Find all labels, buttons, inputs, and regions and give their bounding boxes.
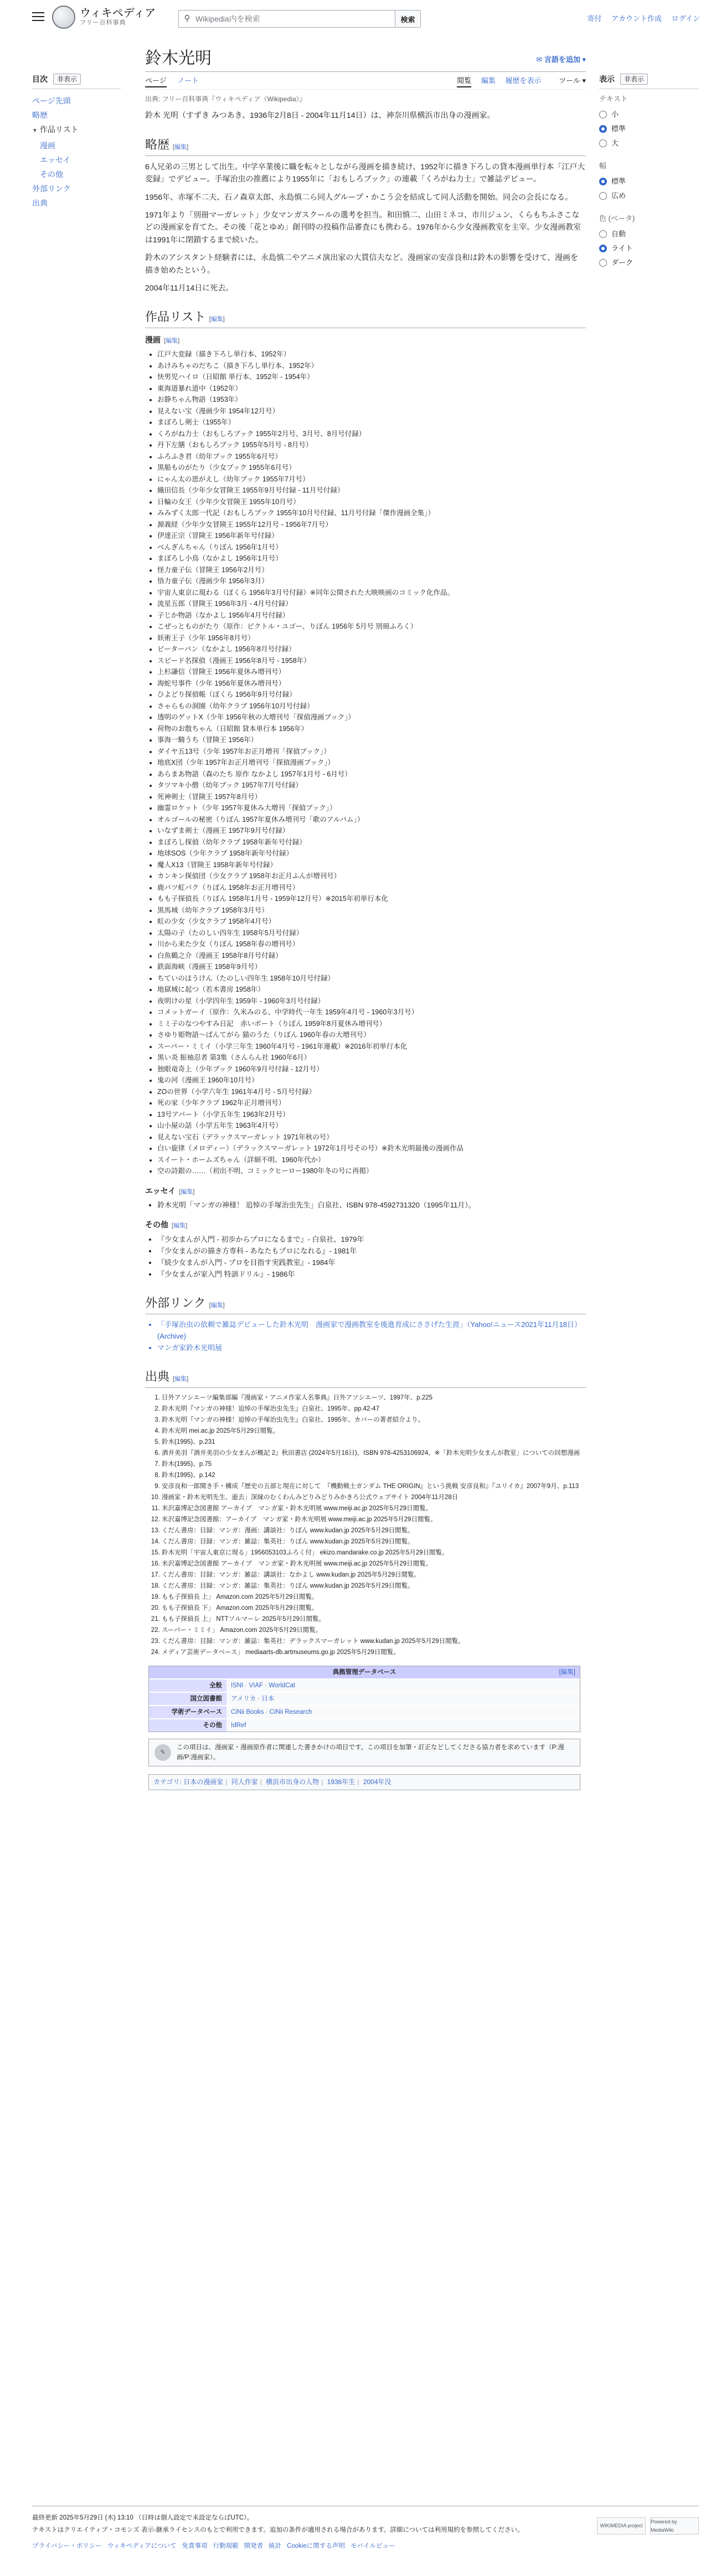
other-work-item: • 『少女まんが家入門 特訓ドリル』- 1986年	[157, 1268, 586, 1280]
page-title: 鈴木光明	[145, 49, 212, 68]
search-input[interactable]	[195, 11, 395, 27]
manga-work-item: • 怪力童子伝（冒険王 1956年2月号）	[157, 564, 586, 576]
page-footer	[32, 2506, 699, 2551]
logo-title: ウィキペディア	[80, 7, 156, 20]
manga-work-item: • スピード名探偵（漫画王 1956年8月号 - 1958年）	[157, 655, 586, 667]
manga-list	[145, 349, 586, 1177]
external-links-list	[145, 1319, 586, 1354]
authority-key: 全般	[149, 1679, 226, 1692]
manga-work-item: • 山小屋の話（小学五年生 1963年4月号）	[157, 1120, 586, 1132]
manga-work-item: • にゃん太の恩がえし（幼年ブック 1955年7月号）	[157, 474, 586, 485]
category-label[interactable]: カテゴリ:	[153, 1778, 182, 1786]
text-size-large[interactable]: 大	[599, 136, 699, 151]
essay-list	[145, 1199, 586, 1211]
tab-tools[interactable]: ツール ▾	[559, 76, 586, 85]
bio-paragraph-4: 鈴木のアシスタント経験者には、永島慎二やアニメ演出家の大貫信夫など。漫画家の安彦良和は鈴木の影響を受けて、漫画を描き始めたという。	[145, 253, 579, 274]
text-size-standard[interactable]: 標準	[599, 122, 699, 136]
manga-work-item: • 白い旋律（メロディー）（デラックスマーガレット 1972年1月号その号）※鈴木光明最後の漫画作品	[157, 1143, 586, 1154]
reference-item: 5. 鈴木(1995)、p.231	[162, 1437, 586, 1448]
toc-item-top[interactable]: ページ先頭	[32, 96, 71, 106]
category-link[interactable]: 横浜市出身の人物	[266, 1778, 320, 1786]
manga-work-item: • 伊達正宗（冒険王 1956年新年号付録）	[157, 530, 586, 542]
text-size-label: テキスト	[599, 95, 628, 103]
manga-work-item: • 空の詩銀の……（初出不明、コミックヒーロー1980年冬の号に再掲）	[157, 1165, 586, 1177]
manga-work-item: • スイート・ホームズちゃん（詳細不明、1960年代か）	[157, 1154, 586, 1166]
manga-work-item: • まぼろし探偵（幼年クラブ 1958年新年号付録）	[157, 837, 586, 848]
manga-work-item: • 流星五郎（冒険王 1956年3月 - 4月号付録）	[157, 598, 586, 610]
bio-paragraph-1: 6人兄弟の三男として出生。中学卒業後に職を転々としながら漫画を描き続け、1952年に描き下ろしの貸本漫画単行本「江戸大変録」でデビュー。手塚治虫の推薦により1955年に「おもしろブック」の連載「くろがね力士」で雑誌デビュー。	[145, 162, 585, 184]
reference-item: 13. くだん書房：目録：マンガ：漫画：講談社：りぼん www.kudan.jp 2025年5月29日閲覧。	[162, 1525, 586, 1536]
manga-work-item: • ダイヤ五13号（少年 1957年お正月増刊「探偵ブック」）	[157, 746, 586, 758]
footer-link[interactable]: モバイルビュー	[350, 2542, 395, 2549]
reference-item: 23. くだん書房：目録：マンガ：雑誌：集英社：デラックスマーガレット www.kudan.jp 2025年5月29日閲覧。	[162, 1636, 586, 1647]
reference-item: 11. 米沢嘉博記念図書館 アーカイブ マンガ家・鈴木光明展 www.meiji.ac.jp 2025年5月29日閲覧。	[162, 1503, 586, 1514]
site-logo[interactable]	[52, 6, 156, 29]
footer-link[interactable]: Cookieに関する声明	[287, 2542, 345, 2549]
stub-text: この項目は、漫画家・漫画原作者に関連した書きかけの項目です。この項目を加筆・訂正などしてくださる協力者を求めています（P:漫画/P:漫画家）。	[177, 1744, 564, 1761]
manga-work-item: • 上杉謙信（冒険王 1956年夏休み増刊号）	[157, 666, 586, 678]
external-link-item: • 「手塚治虫の依頼で雑誌デビューした鈴木光明 漫画家で漫画教室を後進育成にささげた生涯」（Yahoo!ニュース2021年11月18日）(Archive)	[157, 1319, 586, 1342]
reference-item: 8. 鈴木(1995)、p.142	[162, 1470, 586, 1481]
manga-work-item: • 悟力童子伝（漫画少年 1956年3月）	[157, 576, 586, 587]
other-list	[145, 1233, 586, 1280]
footer-link[interactable]: 行動規範	[213, 2542, 239, 2549]
mediawiki-badge[interactable]: Powered by MediaWiki	[650, 2517, 699, 2534]
user-links	[580, 13, 700, 25]
authority-value[interactable]: ISNI · VIAF · WorldCat	[226, 1679, 580, 1692]
width-standard[interactable]: 標準	[599, 174, 699, 189]
manga-work-item: • 虹の少女（少女クラブ 1958年4月号）	[157, 916, 586, 927]
tab-read[interactable]: 閲覧	[457, 76, 471, 87]
search-box	[178, 10, 421, 28]
manga-work-item: • あらまあ物語（森のたち 原作 なかよし 1957年1月号 - 6月号）	[157, 769, 586, 780]
table-of-contents	[32, 73, 121, 210]
main-content	[145, 48, 586, 1790]
manga-work-item: • 透明のゲットX（少年 1956年秋の大増刊号「探偵漫画ブック」）	[157, 712, 586, 723]
footer-link[interactable]: ウィキペディアについて	[107, 2542, 177, 2549]
reference-item: 16. 米沢嘉博記念図書館 アーカイブ マンガ家・鈴木光明展 www.meiji.ac.jp 2025年5月29日閲覧。	[162, 1558, 586, 1569]
manga-work-item: • 川から来た少女（りぼん 1958年春の増刊号）	[157, 939, 586, 950]
manga-work-item: • さゆり姫物語～ぱんてがら 猫のうた（りぼん 1960年春の大増刊号）	[157, 1029, 586, 1041]
manga-work-item: • 黒船ものがたり（少女ブック 1955年6月号）	[157, 462, 586, 474]
authority-value[interactable]: CiNii Books · CiNii Research	[226, 1706, 580, 1719]
category-link[interactable]: 同人作家	[231, 1778, 258, 1786]
manga-work-item: • いなずま剣士（漫画王 1957年9月号付録）	[157, 825, 586, 837]
tab-talk[interactable]: ノート	[177, 76, 199, 85]
toc-item-bio[interactable]: 略歴	[32, 111, 48, 120]
manga-work-item: • 夜明けの星（小学四年生 1959年 - 1960年3月号付録）	[157, 996, 586, 1007]
text-size-small[interactable]: 小	[599, 107, 699, 122]
manga-work-item: • 黒い炎 振袖忍者 第3集（さんらん社 1960年6月）	[157, 1052, 586, 1064]
manga-work-item: • ZOの世界（小学六年生 1961年4月号 - 5月号付録）	[157, 1086, 586, 1098]
manga-work-item: • 魔人X13（冒険王 1958年新年号付録）	[157, 859, 586, 871]
references-list	[145, 1392, 586, 1658]
manga-work-item: • 荷物のお散ちゃん（日昭館 貸本単行本 1956年）	[157, 723, 586, 735]
reference-item: 6. 酒井美羽『酒井美羽の少女まんが概記 2』秋田書店 (2024年5月16日)、ISBN 978-4253106924。※「鈴木光明少女まんが教室」についての回想漫画	[162, 1448, 586, 1459]
manga-work-item: • 太陽の子（たのしい四年生 1958年5月号付録）	[157, 927, 586, 939]
reference-item: 2. 鈴木光明『マンガの神様！追悼の手塚治虫先生』白泉社、1995年、pp.42-47	[162, 1403, 586, 1414]
site-header	[0, 0, 711, 39]
authority-edit-link[interactable]: [編集]	[559, 1669, 575, 1676]
essay-item: • 鈴木光明「マンガの神様！ 追悼の手塚治虫先生」白泉社、ISBN 978-4592731320（1995年11月）。	[157, 1199, 586, 1211]
login-link[interactable]: ログイン	[671, 14, 700, 23]
other-work-item: • 『少女まんが入門 - 初歩からプロになるまで』- 白泉社、1979年	[157, 1233, 586, 1245]
reference-item: 22. スーパー・ミミイ」 Amazon.com 2025年5月29日閲覧。	[162, 1625, 586, 1636]
manga-work-item: • 幽霊ロケット（少年 1957年夏休み大増刊「探偵ブック」）	[157, 802, 586, 814]
reference-item: 20. もも子探偵長 下」 Amazon.com 2025年5月29日閲覧。	[162, 1603, 586, 1614]
manga-work-item: • ちていのほうけん（たのしい四年生 1958年10月号付録）	[157, 973, 586, 984]
manga-work-item: • 快男児ハイロ（日昭館 単行本、1952年 - 1954年）	[157, 371, 586, 383]
manga-work-item: • 見えない宝石（デラックスマーガレット 1971年秋の号）	[157, 1132, 586, 1143]
manga-work-item: • もも子探偵長（りぼん 1958年1月号 - 1959年12月号）※2015年初単行本化	[157, 893, 586, 905]
toc-item-other[interactable]: その他	[40, 170, 63, 179]
tab-edit[interactable]: 編集	[481, 76, 496, 85]
toc-item-manga[interactable]: 漫画	[40, 141, 55, 151]
toc-toggle-icon[interactable]: ▼	[32, 128, 38, 134]
manga-work-item: • 源義経（少年少女冒険王 1955年12月号 - 1956年7月号）	[157, 519, 586, 531]
appearance-hide-button[interactable]: 非表示	[620, 74, 648, 85]
manga-work-item: • 死の家（少年クラブ 1962年正月増刊号）	[157, 1097, 586, 1109]
manga-work-item: • 見えない宝（漫画少年 1954年12月号）	[157, 406, 586, 417]
category-link[interactable]: 日本の漫画家	[183, 1778, 224, 1786]
manga-work-item: • 死神剣士（冒険王 1957年8月号）	[157, 791, 586, 803]
footer-link[interactable]: 統計	[269, 2542, 282, 2549]
footer-link[interactable]: 開発者	[244, 2542, 264, 2549]
manga-work-item: • 東海道暴れ道中（1952年）	[157, 383, 586, 395]
reference-item: 3. 鈴木光明『マンガの神様！追悼の手塚治虫先生』白泉社、1995年、カバーの著者紹介より。	[162, 1414, 586, 1426]
external-link-item: • マンガ家鈴木光明展	[157, 1342, 586, 1354]
manga-work-item: • 海蛇号事件（少年 1956年夏休み増刊号）	[157, 678, 586, 690]
manga-work-item: • 子じか物語（なかよし 1956年4月号付録）	[157, 610, 586, 621]
tab-history[interactable]: 履歴を表示	[505, 76, 542, 85]
other-heading: その他 [編集]	[145, 1220, 188, 1230]
category-link[interactable]: 1936年生	[327, 1778, 356, 1786]
manga-work-item: • ピーターパン（なかよし 1956年8月号付録）	[157, 644, 586, 655]
appearance-panel	[599, 73, 699, 280]
manga-work-item: • べんぎんちゃん（りぼん 1956年1月号）	[157, 542, 586, 553]
reference-item: 15. 鈴木光明「宇宙人東京に現る」1956053103ふろく付」 ekizo.mandarake.co.jp 2025年5月29日閲覧。	[162, 1547, 586, 1558]
donate-link[interactable]: 寄付	[587, 14, 602, 23]
footer-link[interactable]: 免責事項	[182, 2542, 208, 2549]
search-icon: ⚲	[184, 14, 190, 23]
toc-item-external[interactable]: 外部リンク	[32, 184, 71, 194]
reference-item: 9. 安彦良和一郎聞き手・構成『歴史の五部と現在に対して 『機動戦士ガンダム THE ORIGIN』という挑戦 安彦良和』『ユリイカ』2007年9月、p.113	[162, 1481, 586, 1492]
toc-item-refs[interactable]: 出典	[32, 199, 48, 208]
authority-title: 典拠管理データベース	[332, 1669, 396, 1676]
manga-work-item: • あけみちゃのだちこ（描き下ろし単行本、1952年）	[157, 360, 586, 372]
essay-heading: エッセイ [編集]	[145, 1186, 195, 1195]
bio-paragraph-5: 2004年11月14日に死去。	[145, 283, 234, 292]
reference-item: 14. くだん書房：目録：マンガ：雑誌：集英社：りぼん www.kudan.jp 2025年5月29日閲覧。	[162, 1536, 586, 1547]
page-tabs	[145, 75, 586, 90]
other-work-item: • 『続少女まんが入門 - プロを目指す実践教室』- 1984年	[157, 1257, 586, 1268]
width-label: 幅	[599, 162, 607, 170]
tab-page[interactable]: ページ	[145, 76, 167, 87]
works-heading: 作品リスト [編集]	[145, 307, 586, 328]
manga-work-item: • 地底X団（少年 1957年お正月増刊号「探偵漫画ブック」）	[157, 757, 586, 769]
manga-work-item: • スーパー・ミミイ（小学三年生 1960年4月号 - 1961年連載）※2016年初単行本化	[157, 1041, 586, 1053]
language-button[interactable]: ✉ 言語を追加 ▾	[536, 55, 586, 64]
category-link[interactable]: 2004年没	[363, 1778, 391, 1786]
color-light[interactable]: ライト	[599, 241, 699, 256]
reference-item: 7. 鈴木(1995)、p.75	[162, 1459, 586, 1470]
toc-hide-button[interactable]: 非表示	[53, 74, 81, 85]
reference-item: 19. もも子探偵長 上」 Amazon.com 2025年5月29日閲覧。	[162, 1592, 586, 1603]
authority-value[interactable]: IdRef	[226, 1719, 580, 1732]
manga-work-item: • オルゴールの秘密（りぼん 1957年夏休み増刊号「歌のアルバム」）	[157, 814, 586, 826]
manga-work-item: • 鬼の河（漫画王 1960年10月号）	[157, 1075, 586, 1086]
search-button[interactable]: 検索	[395, 11, 420, 27]
authority-control	[148, 1666, 580, 1732]
manga-work-item: • 黒馬城（幼年クラブ 1958年3月号）	[157, 905, 586, 916]
manga-work-item: • 鉄面海峡（漫画王 1958年9月号）	[157, 961, 586, 973]
manga-work-item: • まぼろし小鳥（なかよし 1956年1月号）	[157, 553, 586, 564]
wikimedia-badge[interactable]: WIKIMEDIA project	[597, 2517, 646, 2534]
main-menu-icon[interactable]	[32, 12, 44, 21]
toc-item-essay[interactable]: エッセイ	[40, 156, 71, 165]
manga-work-item: • ミミ子のなつやすみ日記 赤いボート（りぼん 1959年8月夏休み増刊号）	[157, 1018, 586, 1030]
reference-item: 24. メディア芸術データベース」 mediaarts-db.artmuseums.go.jp 2025年5月29日閲覧。	[162, 1647, 586, 1658]
toc-title: 目次	[32, 75, 48, 84]
color-auto[interactable]: 自動	[599, 227, 699, 241]
width-wide[interactable]: 広め	[599, 189, 699, 203]
manga-work-item: • 江戸大変録（描き下ろし単行本、1952年）	[157, 349, 586, 360]
manga-work-item: • 13号アパート（小学五年生 1963年2月号）	[157, 1109, 586, 1121]
edit-link: [編集]	[173, 143, 189, 151]
pen-icon: ✎	[154, 1744, 171, 1761]
reference-item: 4. 鈴木光明 mei.ac.jp 2025年5月29日閲覧。	[162, 1426, 586, 1437]
manga-work-item: • 独眼竜奇上（少年ブック 1960年9月号付録 - 12月号）	[157, 1064, 586, 1075]
manga-work-item: • 地獄城に起つ（若木書房 1958年）	[157, 984, 586, 996]
bio-heading: 略歴 [編集]	[145, 135, 586, 156]
color-label: 色 (ベータ)	[599, 214, 635, 222]
toc-item-works[interactable]: ▼ 作品リスト	[32, 125, 79, 134]
create-account-link[interactable]: アカウント作成	[611, 14, 662, 23]
manga-work-item: • 織田信長（少年少女冒険王 1955年9月号付録 - 11月号付録）	[157, 485, 586, 496]
intro-paragraph: 鈴木 光明（すずき みつあき、1936年2月8日 - 2004年11月14日）は、神奈川県横浜市出身の漫画家。	[145, 111, 495, 120]
manga-work-item: • 宇宙人東京に現わる（ぼくら 1956年3月号付録）※同年公開された大映映画のコミック化作品。	[157, 587, 586, 599]
manga-work-item: • コメットガーイ（原作：久米みのる、中学時代一年生 1959年4月号 - 1960年3月号）	[157, 1007, 586, 1018]
manga-work-item: • お静ちゃん物語（1953年）	[157, 394, 586, 406]
bio-paragraph-3: 1971年より「別冊マーガレット」少女マンガスクールの選考を担当。和田慎二、山田ミネコ、市川ジュン、くらもちふさこなどの漫画家を育てた。その後「花とゆめ」創刊時の投稿作品審査にも携わる。1976年から少女漫画教室を主宰。少女漫画教室は1991年に閉鎖するまで続いた。	[145, 210, 581, 244]
site-subtitle: 出典: フリー百科事典『ウィキペディア（Wikipedia）』	[145, 95, 306, 103]
manga-work-item: • 日輪の女王（少年少女冒険王 1955年10月号）	[157, 496, 586, 508]
appearance-title: 表示	[599, 75, 615, 84]
stub-notice	[148, 1739, 580, 1766]
refs-heading: 出典 [編集]	[145, 1367, 586, 1388]
external-heading: 外部リンク [編集]	[145, 1293, 586, 1314]
bio-paragraph-2: 1956年、赤塚不二夫、石ノ森章太郎、永島慎二ら同人グループ・かこう会を結成して同人活動を開始。同会の会長になる。	[145, 192, 573, 201]
manga-work-item: • ふろふき君（幼年ブック 1955年6月号）	[157, 451, 586, 463]
reference-item: 21. もも子探偵長 上」 NTTソルマーレ 2025年5月29日閲覧。	[162, 1614, 586, 1625]
manga-work-item: • 妖術王子（少年 1956年8月号）	[157, 633, 586, 644]
reference-item: 10. 漫画家・鈴木光明先生、逝去」深縁のむくわんみどりみどりみかきろ公式ウェブサイト 2004年11月28日	[162, 1492, 586, 1503]
manga-work-item: • カンキン探偵団（少女クラブ 1958年お正月ふんが増刊号）	[157, 870, 586, 882]
reference-item: 17. くだん書房：目録：マンガ：雑誌：講談社：なかよし www.kudan.jp 2025年5月29日閲覧。	[162, 1569, 586, 1580]
other-work-item: • 『少女まんがの描き方専科 - あなたもプロになれる』- 1981年	[157, 1245, 586, 1257]
manga-work-item: • 事海一騎うち（冒険王 1956年）	[157, 734, 586, 746]
reference-item: 1. 日外アソシエーツ編集部編『漫画家・アニメ作家人名事典』日外アソシエーツ、1997年、p.225	[162, 1392, 586, 1403]
manga-work-item: • くろがね力士（おもしろブック 1955年2月号、3月号、8月号付録）	[157, 428, 586, 440]
manga-work-item: • みみずく太郎一代記（おもしろブック 1955年10月号付録、11月号付録「傑作漫画全集」）	[157, 507, 586, 519]
reference-item: 18. くだん書房：目録：マンガ：雑誌：集英社：りぼん www.kudan.jp 2025年5月29日閲覧。	[162, 1580, 586, 1592]
footer-link[interactable]: プライバシー・ポリシー	[32, 2542, 102, 2549]
manga-work-item: • 丹下左膳（おもしろブック 1955年5月号 - 8月号）	[157, 439, 586, 451]
manga-work-item: • まぼろし剣士（1955年）	[157, 417, 586, 428]
footer-links	[32, 2541, 699, 2551]
manga-work-item: • さゃらもの洞園（幼年クラブ 1956年10月号付録）	[157, 701, 586, 712]
manga-work-item: • ひよどり探偵帳（ぼくら 1956年9月号付録）	[157, 689, 586, 701]
reference-item: 12. 米沢嘉博記念図書館：アーカイブ マンガ家・鈴木光明展 www.meiji.ac.jp 2025年5月29日閲覧。	[162, 1514, 586, 1525]
authority-value[interactable]: アメリカ · 日本	[226, 1692, 580, 1706]
manga-work-item: • こぜっとものがたり（原作：ビクトル・ユゴー、りぼん 1956年 5月号 別冊ふろく）	[157, 621, 586, 633]
wikipedia-globe-icon	[52, 6, 75, 29]
category-box: カテゴリ: 日本の漫画家 | 同人作家 | 横浜市出身の人物 | 1936年生 | 2004年没	[148, 1774, 580, 1790]
authority-key: その他	[149, 1719, 226, 1732]
logo-subtitle: フリー百科事典	[80, 19, 126, 27]
authority-key: 国立図書館	[149, 1692, 226, 1706]
manga-heading: 漫画 [編集]	[145, 335, 180, 345]
last-modified: 最終更新 2025年5月29日 (木) 13:10 （日時は個人設定で未設定ならばUTC）。	[32, 2515, 254, 2521]
manga-work-item: • 白魚鶴之介（漫画王 1958年8月号付録）	[157, 950, 586, 962]
authority-key: 学術データベース	[149, 1706, 226, 1719]
manga-work-item: • タツマキ小僧（幼年ブック 1957年7月号付録）	[157, 780, 586, 791]
license-text: テキストはクリエイティブ・コモンズ 表示-継承ライセンスのもとで利用できます。追加の条件が適用される場合があります。詳細については利用規約を参照してください。	[32, 2527, 524, 2534]
manga-work-item: • 鹿バツ虹バク（りぼん 1958年お正月増刊号）	[157, 882, 586, 894]
manga-work-item: • 地球SOS（少年クラブ 1958年新年号付録）	[157, 848, 586, 859]
color-dark[interactable]: ダーク	[599, 256, 699, 270]
